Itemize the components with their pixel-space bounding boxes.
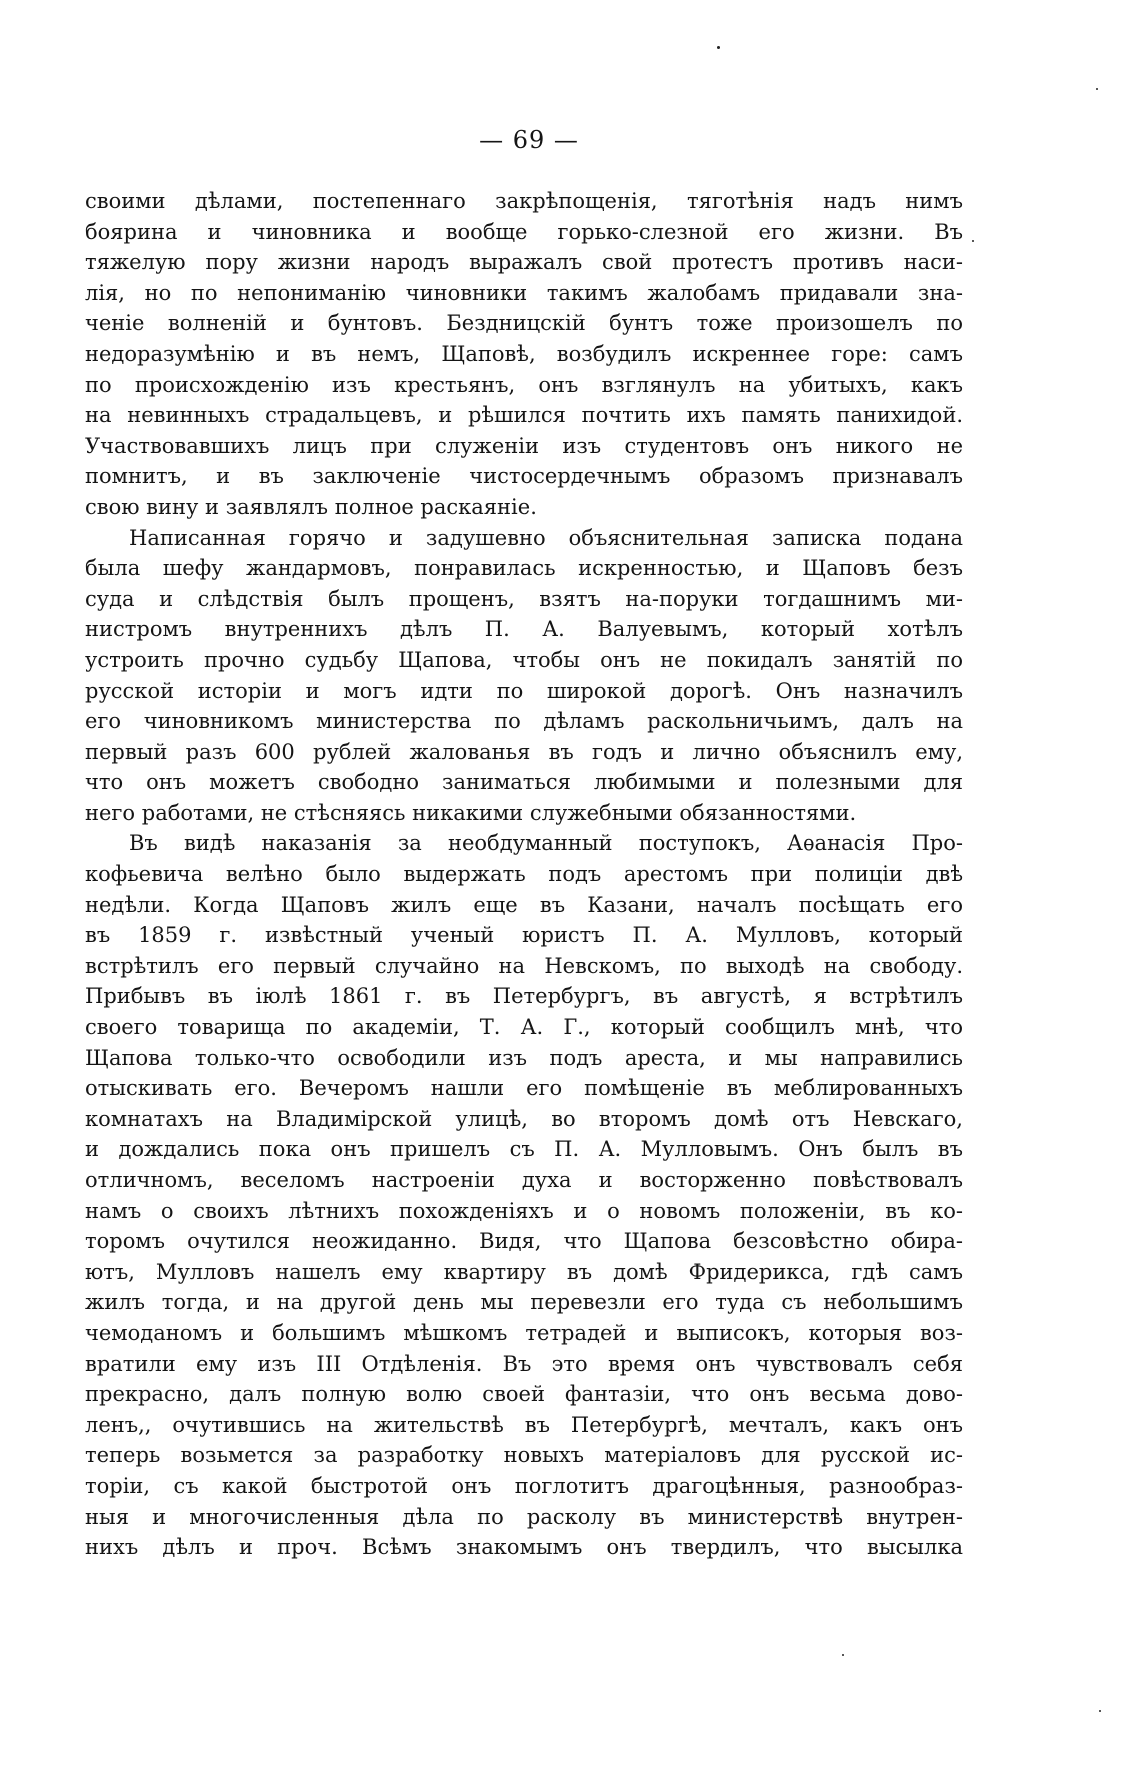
scan-speck xyxy=(842,1654,844,1656)
text-line: русской исторіи и могъ идти по широкой дорогѣ. Онъ назначилъ xyxy=(85,678,963,703)
scan-speck xyxy=(717,46,720,49)
text-line: Щапова только-что освободили изъ подъ ареста, и мы направились xyxy=(85,1045,963,1070)
text-line: ленъ,, очутившись на жительствѣ въ Петербургѣ, мечталъ, какъ онъ xyxy=(85,1412,963,1437)
text-line: тяжелую пору жизни народъ выражалъ свой протестъ противъ наси- xyxy=(85,250,963,275)
scan-speck xyxy=(972,240,974,242)
text-line: недѣли. Когда Щаповъ жилъ еще въ Казани, началъ посѣщать его xyxy=(85,892,963,917)
body-text xyxy=(85,186,963,1563)
scan-speck xyxy=(1099,1710,1101,1712)
text-line: отыскивать его. Вечеромъ нашли его помѣщеніе въ меблированныхъ xyxy=(85,1076,963,1101)
text-line: на невинныхъ страдальцевъ, и рѣшился почтить ихъ память панихидой. xyxy=(85,403,963,428)
text-line: чемоданомъ и большимъ мѣшкомъ тетрадей и выписокъ, которыя воз- xyxy=(85,1320,963,1345)
paragraph-3 xyxy=(85,828,963,1562)
text-line: Въ видѣ наказанія за необдуманный поступокъ, Аѳанасія Про- xyxy=(129,831,963,856)
text-line: комнатахъ на Владимірской улицѣ, во второмъ домѣ отъ Невскаго, xyxy=(85,1106,963,1131)
text-line: боярина и чиновника и вообще горько-слезной его жизни. Въ xyxy=(85,219,963,244)
text-line: ютъ, Мулловъ нашелъ ему квартиру въ домѣ Фридерикса, гдѣ самъ xyxy=(85,1259,963,1284)
text-line: торомъ очутился неожиданно. Видя, что Щапова безсовѣстно обира- xyxy=(85,1229,963,1254)
text-line: прекрасно, далъ полную волю своей фантазіи, что онъ весьма дово- xyxy=(85,1382,963,1407)
text-line: кофьевича велѣно было выдержать подъ арестомъ при полиціи двѣ xyxy=(85,862,963,887)
text-line: встрѣтилъ его первый случайно на Невскомъ, по выходѣ на свободу. xyxy=(85,953,963,978)
text-line: него работами, не стѣсняясь никакими служебными обязанностями. xyxy=(85,800,857,825)
text-line: нихъ дѣлъ и проч. Всѣмъ знакомымъ онъ твердилъ, что высылка xyxy=(85,1535,963,1560)
text-line: лія, но по непониманію чиновники такимъ жалобамъ придавали зна- xyxy=(85,280,963,305)
text-line: своего товарища по академіи, Т. А. Г., который сообщилъ мнѣ, что xyxy=(85,1015,963,1040)
text-line: первый разъ 600 рублей жалованья въ годъ и лично объяснилъ ему, xyxy=(85,739,963,764)
text-line: нистромъ внутреннихъ дѣлъ П. А. Валуевымъ, который хотѣлъ xyxy=(85,617,963,642)
text-line: и дождались пока онъ пришелъ съ П. А. Мулловымъ. Онъ былъ въ xyxy=(85,1137,963,1162)
paragraph-1 xyxy=(85,186,963,523)
text-line: по происхожденію изъ крестьянъ, онъ взглянулъ на убитыхъ, какъ xyxy=(85,372,963,397)
text-line: ченіе волненій и бунтовъ. Бездницскій бунтъ тоже произошелъ по xyxy=(85,311,963,336)
text-line: отличномъ, веселомъ настроеніи духа и восторженно повѣствовалъ xyxy=(85,1168,963,1192)
text-line: свою вину и заявлялъ полное раскаяніе. xyxy=(85,494,537,519)
text-line: суда и слѣдствія былъ прощенъ, взятъ на-поруки тогдашнимъ ми- xyxy=(85,586,963,611)
text-line: ныя и многочисленныя дѣла по расколу въ министерствѣ внутрен- xyxy=(85,1504,963,1529)
text-line: жилъ тогда, и на другой день мы перевезли его туда съ небольшимъ xyxy=(85,1290,963,1315)
text-line: его чиновникомъ министерства по дѣламъ раскольничьимъ, далъ на xyxy=(85,709,963,734)
text-line: устроить прочно судьбу Щапова, чтобы онъ не покидалъ занятій по xyxy=(85,647,963,672)
text-line: намъ о своихъ лѣтнихъ похожденіяхъ и о новомъ положеніи, въ ко- xyxy=(85,1198,963,1223)
text-line: была шефу жандармовъ, понравилась искренностью, и Щаповъ безъ xyxy=(85,556,963,581)
text-line: торіи, съ какой быстротой онъ поглотитъ драгоцѣнныя, разнообраз- xyxy=(85,1473,963,1498)
page-number: — 69 — xyxy=(479,126,579,154)
text-line: теперь возьмется за разработку новыхъ матеріаловъ для русской ис- xyxy=(85,1443,963,1468)
text-line: что онъ можетъ свободно заниматься любимыми и полезными для xyxy=(85,770,963,795)
text-line: вратили ему изъ III Отдѣленія. Въ это время онъ чувствовалъ себя xyxy=(85,1351,963,1376)
text-line: Написанная горячо и задушевно объяснительная записка подана xyxy=(129,525,963,550)
paragraph-2 xyxy=(85,523,963,829)
text-line: въ 1859 г. извѣстный ученый юристъ П. А. Мулловъ, который xyxy=(85,923,963,948)
text-line: недоразумѣнію и въ немъ, Щаповѣ, возбудилъ искреннее горе: самъ xyxy=(85,341,963,366)
text-line: помнитъ, и въ заключеніе чистосердечнымъ образомъ признавалъ xyxy=(85,464,963,489)
text-line: Участвовавшихъ лицъ при служеніи изъ студентовъ онъ никого не xyxy=(85,433,963,458)
text-line: своими дѣлами, постепеннаго закрѣпощенія, тяготѣнія надъ нимъ xyxy=(85,189,963,213)
scan-speck xyxy=(1096,88,1098,90)
text-line: Прибывъ въ іюлѣ 1861 г. въ Петербургъ, въ августѣ, я встрѣтилъ xyxy=(85,984,963,1009)
